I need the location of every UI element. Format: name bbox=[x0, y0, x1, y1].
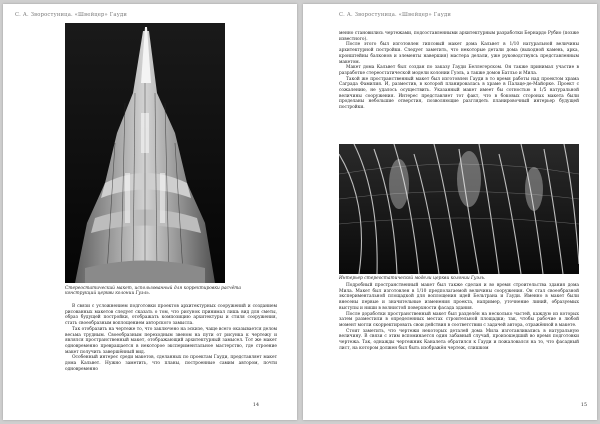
page-number-right: 15 bbox=[580, 403, 587, 408]
left-page bbox=[3, 4, 297, 420]
running-head-left: С. А. Зворостуница. «Швейцер» Гауди bbox=[15, 12, 128, 18]
paragraph: Подробный пространственный макет был также сделан и во время строительства здания дома Мила. Макет был изготовлен в 1/10 предполагаемой величины сооружения. Он стал своеобразной экспериментальной площадкой для воплощения идей Бельтрана и Гауди. Именно в макет были внесены первые и значительные изменения проекта, например, уточнение линий, образуемых выступы и ниши в волнистой поверхности фасада здания. bbox=[339, 283, 579, 311]
figure-caption-left: Стереостатический макет, использованный для корректировки расчёта конструкций церкви колонии Гуэль. bbox=[65, 286, 241, 297]
page-number-left: 14 bbox=[252, 403, 259, 408]
paragraph: менно становились чертежами, подсоставленными архитектурным разработки Бернардо Рубио (позже известного). bbox=[339, 31, 579, 42]
figure-photo-model-exterior bbox=[65, 23, 225, 283]
body-text-right-top bbox=[339, 31, 579, 111]
photo-model-interior bbox=[339, 144, 579, 274]
paragraph: Стоит заметить, что чертежи некоторых деталей дома Мила изготавливались в натуральную величину. В связи с этим вспоминается один забавный случай, произошедший во время подготовки чертежа. Так, однажды чертежник Каналета обратился к Гауди и пожаловался на то, что фасадный лист, на котором должен был быть изображён чертеж, слишком bbox=[339, 328, 579, 351]
photo-model-exterior bbox=[65, 23, 225, 283]
body-text-left bbox=[65, 304, 277, 372]
body-text-right-bottom bbox=[339, 283, 579, 351]
figure-caption-right: Интерьер стереостатической модели церкви колонии Гуэль. bbox=[339, 276, 486, 281]
right-page bbox=[303, 4, 597, 420]
paragraph: Макет дома Кальвет был создан по заказу Гауди Беллегерском. Он также принимал участие в разработке стереостатической модели колонии Гуэль, а также домов Батльо и Мила. bbox=[339, 65, 579, 76]
figure-photo-model-interior bbox=[339, 144, 579, 274]
paragraph: После этого был изготовлен гипсовый макет дома Кальвет в 1/10 натуральной величины архитектурной постройки. Следует заметить, что некоторые детали дома (выходной камень, арка, кронштейны балконов и элементы навершия) мастера делали, уже руководствуясь представленным макетом. bbox=[339, 42, 579, 65]
paragraph: В связи с усложнением подготовки проектов архитектурных сооружений и созданием рисованных макетов следует сказать о том, что рисунок принимал лишь вид для сметы, образ будущей постройки, отображать композицию архитектуры и стиля сооружения, стать своеобразным воплощением авторского замысла. bbox=[65, 304, 277, 327]
paragraph: Особенный интерес среди макетов, сделанных по проектам Гауди, представляет макет дома Кальвет. Нужно заметить, что планы, построенные самим автором, почти одновременно bbox=[65, 355, 277, 372]
paragraph: Так отобразить на чертеже то, что заключено на эскизе, чаще всего оказывается делом весьма трудным. Своеобразным переходным звеном на пути от рисунка к чертежу и являлся пространственный макет, отображающий архитектурный замысел. Тот же макет одновременно превращается в некоторое экспериментальное мастерство, где строение макет получить завершённый вид. bbox=[65, 326, 277, 355]
paragraph: После доработки пространственный макет был разделён на несколько частей, каждую из которых затем разместили в определенных местах строительной площадки; так, чтобы рабочие в любой момент могли скорректировать свои действия в соответствии с задачей автора, отражённой в макете. bbox=[339, 311, 579, 328]
running-head-right: С. А. Зворостуница. «Швейцер» Гауди bbox=[339, 12, 452, 18]
paragraph: Такой же пространственный макет был изготовлен Гауди в то время работы над проектом храма Саграда Фамилия. И, разместив, в которой планировалась в храме в Палаце-де-Майорке. Проект с сожалению, не удалось осуществить. Указанный макет имеет бы сотностью в 1/5 натуральной величины сооружения. Интерес представляет тот факт, что в боковых сторонах макета были проделаны небольшие отверстия, позволяющие разглядеть планировочный интерьер будущей постройки. bbox=[339, 76, 579, 111]
